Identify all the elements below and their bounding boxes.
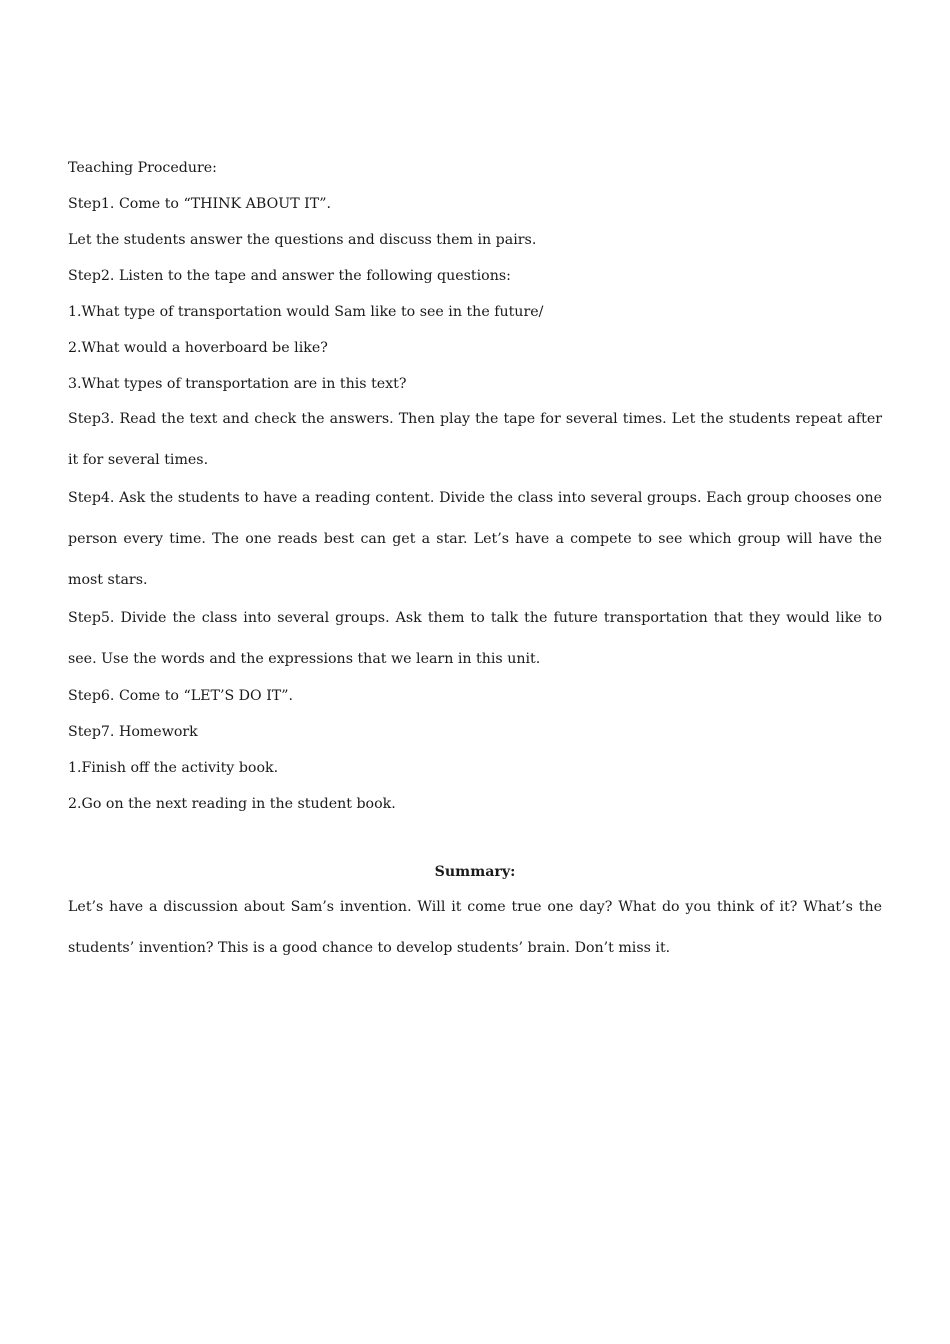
homework-2: 2.Go on the next reading in the student book.	[68, 796, 396, 812]
summary-title: Summary:	[434, 864, 516, 880]
step7: Step7. Homework	[68, 724, 198, 740]
summary-text: Let’s have a discussion about Sam’s invention. Will it come true one day? What do you think of it? What’s the students’ invention? This is a good chance to develop students’ brain. Don’t miss it.	[68, 899, 882, 956]
procedure-heading: Teaching Procedure:	[68, 160, 217, 176]
homework-1: 1.Finish off the activity book.	[68, 760, 279, 776]
step3: Step3. Read the text and check the answers. Then play the tape for several times. Let the students repeat after it for several times.	[68, 411, 882, 468]
document-page	[68, 150, 882, 967]
step1-text: Let the students answer the questions and discuss them in pairs.	[68, 232, 537, 248]
question-1: 1.What type of transportation would Sam like to see in the future/	[68, 304, 544, 320]
step5: Step5. Divide the class into several groups. Ask them to talk the future transportation that they would like to see. Use the words and the expressions that we learn in this unit.	[68, 610, 882, 667]
step1: Step1. Come to “THINK ABOUT IT”.	[68, 196, 331, 212]
question-3: 3.What types of transportation are in this text?	[68, 376, 407, 392]
step6: Step6. Come to “LET’S DO IT”.	[68, 688, 294, 704]
question-2: 2.What would a hoverboard be like?	[68, 340, 328, 356]
step4: Step4. Ask the students to have a reading content. Divide the class into several groups. Each group chooses one person every time. The one reads best can get a star. Let’s have a compete to see which group will have the most stars.	[68, 490, 882, 588]
step2: Step2. Listen to the tape and answer the following questions:	[68, 268, 511, 284]
spacer	[68, 822, 882, 854]
